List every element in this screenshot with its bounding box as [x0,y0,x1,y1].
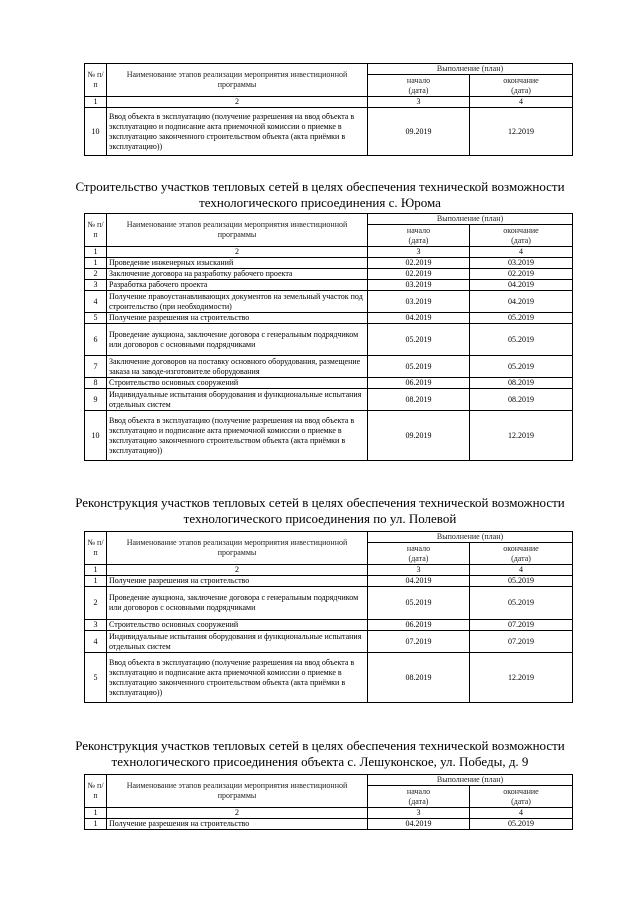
row-end-date: 02.2019 [470,269,573,280]
row-end-date: 05.2019 [470,313,573,324]
header-end-label: окончание [503,225,539,235]
row-end-date: 07.2019 [470,620,573,631]
table-index-row [85,808,573,819]
index-cell: 4 [470,97,573,108]
row-end-date: 12.2019 [470,411,573,461]
row-start-date: 02.2019 [368,269,470,280]
row-num: 1 [85,819,107,830]
row-start-date: 03.2019 [368,280,470,291]
table-row [85,587,573,620]
row-end-date: 05.2019 [470,587,573,620]
row-num: 5 [85,653,107,703]
row-start-date: 02.2019 [368,258,470,269]
table-row [85,653,573,703]
row-start-date: 08.2019 [368,389,470,411]
row-num: 3 [85,280,107,291]
header-execution: Выполнение (план) [368,532,573,543]
row-stage-name: Проведение инженерных изысканий [107,258,368,269]
table-row [85,819,573,830]
header-start [368,786,470,808]
row-end-date: 08.2019 [470,389,573,411]
header-end-label: окончание [503,786,539,796]
section-title: Строительство участков тепловых сетей в целях обеспечения технической возможности технологического присоединения с. Юрома [75,179,565,210]
table-row [85,356,573,378]
row-num: 8 [85,378,107,389]
header-end [470,786,573,808]
header-start-label: начало [406,543,431,553]
row-start-date: 05.2019 [368,587,470,620]
header-start-label: начало [406,225,431,235]
table-row [85,291,573,313]
row-stage-name: Строительство основных сооружений [107,378,368,389]
header-end-sub: (дата) [511,553,531,563]
table-row [85,631,573,653]
header-end-sub: (дата) [511,235,531,245]
row-num: 1 [85,576,107,587]
header-end [470,543,573,565]
row-start-date: 09.2019 [368,411,470,461]
row-start-date: 09.2019 [368,108,470,156]
row-start-date: 04.2019 [368,819,470,830]
table-row [85,411,573,461]
header-name: Наименование этапов реализации мероприятия инвестиционной программы [107,214,368,247]
header-start-sub: (дата) [408,85,429,95]
row-start-date: 07.2019 [368,631,470,653]
header-end-sub: (дата) [511,796,531,806]
index-cell: 2 [107,97,368,108]
row-num: 4 [85,291,107,313]
row-end-date: 05.2019 [470,356,573,378]
plan-table [84,63,573,156]
row-end-date: 07.2019 [470,631,573,653]
row-num: 7 [85,356,107,378]
header-start-sub: (дата) [408,235,429,245]
index-cell: 4 [470,808,573,819]
table-row [85,620,573,631]
row-start-date: 08.2019 [368,653,470,703]
plan-table [84,213,573,461]
header-end-sub: (дата) [511,85,531,95]
index-cell: 3 [368,97,470,108]
index-cell: 4 [470,565,573,576]
index-cell: 3 [368,808,470,819]
header-name: Наименование этапов реализации мероприятия инвестиционной программы [107,532,368,565]
header-end-label: окончание [503,543,539,553]
row-start-date: 06.2019 [368,378,470,389]
index-cell: 4 [470,247,573,258]
row-stage-name: Заключение договора на разработку рабочего проекта [107,269,368,280]
header-name: Наименование этапов реализации мероприятия инвестиционной программы [107,775,368,808]
row-start-date: 05.2019 [368,356,470,378]
row-end-date: 05.2019 [470,819,573,830]
row-stage-name: Получение разрешения на строительство [107,576,368,587]
table-header-row [85,532,573,543]
row-stage-name: Индивидуальные испытания оборудования и функциональные испытания отдельных систем [107,389,368,411]
index-cell: 3 [368,565,470,576]
table-row [85,269,573,280]
header-start [368,225,470,247]
row-end-date: 05.2019 [470,576,573,587]
table-row [85,389,573,411]
header-execution: Выполнение (план) [368,775,573,786]
row-num: 6 [85,324,107,356]
row-stage-name: Заключение договоров на поставку основного оборудования, размещение заказа на заводе-изготовителе оборудования [107,356,368,378]
table-header-row [85,214,573,225]
table-header-row [85,64,573,75]
row-stage-name: Строительство основных сооружений [107,620,368,631]
index-cell: 1 [85,97,107,108]
row-stage-name: Проведение аукциона, заключение договора с генеральным подрядчиком или договоров с основными подрядчиками [107,587,368,620]
row-start-date: 04.2019 [368,576,470,587]
row-start-date: 03.2019 [368,291,470,313]
table-row [85,258,573,269]
table-header-row [85,775,573,786]
index-cell: 2 [107,565,368,576]
index-cell: 1 [85,808,107,819]
row-end-date: 12.2019 [470,108,573,156]
header-start-label: начало [406,786,431,796]
table-row [85,313,573,324]
row-end-date: 05.2019 [470,324,573,356]
row-stage-name: Ввод объекта в эксплуатацию (получение разрешения на ввод объекта в эксплуатацию и подписание акта приемочной комиссии о приемке в эксплуатацию законченного строительством объекта (акта приёмки в эксплуатацию)) [107,411,368,461]
row-num: 4 [85,631,107,653]
section-title: Реконструкция участков тепловых сетей в целях обеспечения технической возможности технологического присоединения объекта с. Лешуконское, ул. Победы, д. 9 [75,738,565,769]
index-cell: 2 [107,247,368,258]
header-start [368,543,470,565]
row-num: 2 [85,587,107,620]
index-cell: 1 [85,565,107,576]
row-start-date: 06.2019 [368,620,470,631]
header-num: № п/п [85,214,107,247]
row-end-date: 04.2019 [470,291,573,313]
index-cell: 2 [107,808,368,819]
index-cell: 3 [368,247,470,258]
header-end [470,225,573,247]
header-execution: Выполнение (план) [368,214,573,225]
row-end-date: 04.2019 [470,280,573,291]
table-index-row [85,97,573,108]
header-end [470,75,573,97]
row-num: 3 [85,620,107,631]
plan-table [84,774,573,830]
section-title: Реконструкция участков тепловых сетей в целях обеспечения технической возможности технологического присоединения по ул. Полевой [75,495,565,526]
row-num: 10 [85,108,107,156]
row-num: 1 [85,258,107,269]
table-row [85,576,573,587]
header-name: Наименование этапов реализации мероприятия инвестиционной программы [107,64,368,97]
row-num: 10 [85,411,107,461]
header-end-label: окончание [503,75,539,85]
row-end-date: 08.2019 [470,378,573,389]
header-start-sub: (дата) [408,553,429,563]
row-stage-name: Проведение аукциона, заключение договора с генеральным подрядчиком или договоров с основными подрядчиками [107,324,368,356]
row-stage-name: Получение правоустанавливающих документов на земельный участок под строительство (при необходимости) [107,291,368,313]
table-row [85,378,573,389]
plan-table [84,531,573,703]
row-stage-name: Получение разрешения на строительство [107,313,368,324]
row-stage-name: Индивидуальные испытания оборудования и функциональные испытания отдельных систем [107,631,368,653]
row-start-date: 05.2019 [368,324,470,356]
header-num: № п/п [85,775,107,808]
index-cell: 1 [85,247,107,258]
header-start [368,75,470,97]
header-start-sub: (дата) [408,796,429,806]
row-end-date: 12.2019 [470,653,573,703]
row-num: 5 [85,313,107,324]
header-start-label: начало [406,75,431,85]
table-row [85,324,573,356]
row-end-date: 03.2019 [470,258,573,269]
table-row [85,280,573,291]
table-index-row [85,565,573,576]
row-stage-name: Получение разрешения на строительство [107,819,368,830]
row-num: 9 [85,389,107,411]
table-row [85,108,573,156]
table-index-row [85,247,573,258]
row-stage-name: Разработка рабочего проекта [107,280,368,291]
row-start-date: 04.2019 [368,313,470,324]
header-num: № п/п [85,532,107,565]
row-num: 2 [85,269,107,280]
header-num: № п/п [85,64,107,97]
header-execution: Выполнение (план) [368,64,573,75]
row-stage-name: Ввод объекта в эксплуатацию (получение разрешения на ввод объекта в эксплуатацию и подписание акта приемочной комиссии о приемке в эксплуатацию законченного строительством объекта (акта приёмки в эксплуатацию)) [107,108,368,156]
row-stage-name: Ввод объекта в эксплуатацию (получение разрешения на ввод объекта в эксплуатацию и подписание акта приемочной комиссии о приемке в эксплуатацию законченного строительством объекта (акта приёмки в эксплуатацию)) [107,653,368,703]
